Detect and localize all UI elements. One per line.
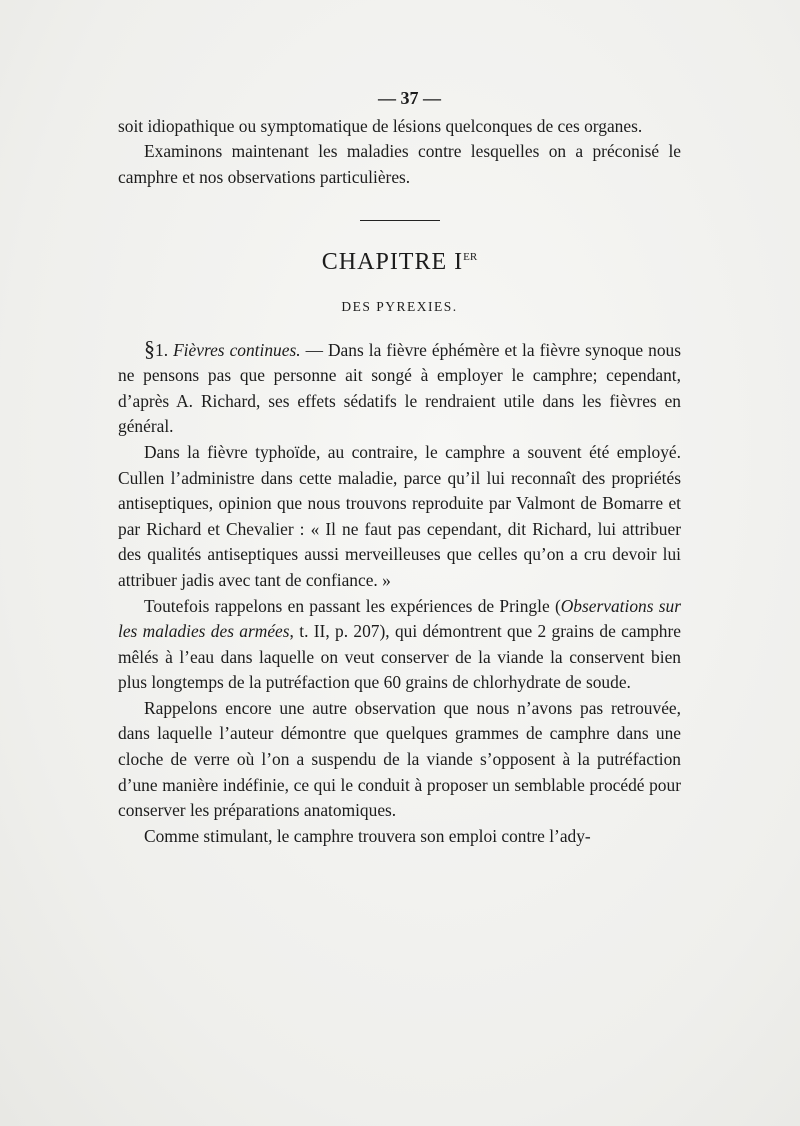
paragraph-pringle (118, 594, 681, 696)
section-title: Fièvres continues. (173, 339, 301, 360)
paragraph-stimulant: Comme stimulant, le camphre trouvera son emploi contre l’ady- (144, 825, 591, 846)
continuation-paragraph: soit idiopathique ou symptomatique de lésions quelconques de ces organes. (118, 115, 643, 136)
pringle-citation: Observations sur les maladies des armées (118, 595, 682, 642)
section-paragraph (118, 335, 681, 440)
chapter-title (118, 245, 681, 276)
section-mark: § (144, 335, 155, 361)
section-text: — Dans la fièvre éphémère et la fièvre synoque nous ne pensons pas que personne ait songé à employer le camphre; cependant, d’après A. Richard, ses effets sédatifs le rendraient utile dans les fièvres en général. (118, 339, 681, 437)
page-number: — 37 — (378, 88, 441, 108)
chapter-title-text: CHAPITRE I (321, 249, 464, 276)
section-number: 1. (155, 339, 174, 360)
pringle-text-b: , t. II, p. 207), qui démontrent que 2 grains de camphre mêlés à l’eau dans laquelle on veut conserver de la viande la conservent bien plus longtemps de la putréfaction que 60 grains de chlorhydrate de soude. (118, 621, 681, 693)
pringle-text-a: Toutefois rappelons en passant les expériences de Pringle ( (144, 595, 561, 616)
section-divider (360, 220, 440, 221)
chapter-subtitle: DES PYREXIES. (341, 298, 458, 314)
paragraph-typhoide: Dans la fièvre typhoïde, au contraire, le camphre a souvent été employé. Cullen l’administre dans cette maladie, parce qu’il lui reconnaît des propriétés antiseptiques, opinion que nous trouvons reproduite par Valmont de Bomarre et par Richard et Chevalier : « Il ne faut pas cependant, dit Richard, lui attribuer des qualités antiseptiques aussi merveilleuses que celles qu’on a cru devoir lui attribuer jadis avec tant de confiance. » (118, 441, 681, 590)
chapter-title-sup: ER (463, 251, 478, 264)
page-text-block (118, 86, 681, 849)
paragraph-rappelons: Rappelons encore une autre observation que nous n’avons pas retrouvée, dans laquelle l’auteur démontre que quelques grammes de camphre dans une cloche de verre où l’on a suspendu de la viande s’opposent à la putréfaction d’une manière indéfinie, ce qui le conduit à proposer un semblable procédé pour conserver les préparations anatomiques. (118, 697, 681, 821)
paragraph-examinons: Examinons maintenant les maladies contre lesquelles on a préconisé le camphre et nos observations particulières. (118, 141, 681, 187)
